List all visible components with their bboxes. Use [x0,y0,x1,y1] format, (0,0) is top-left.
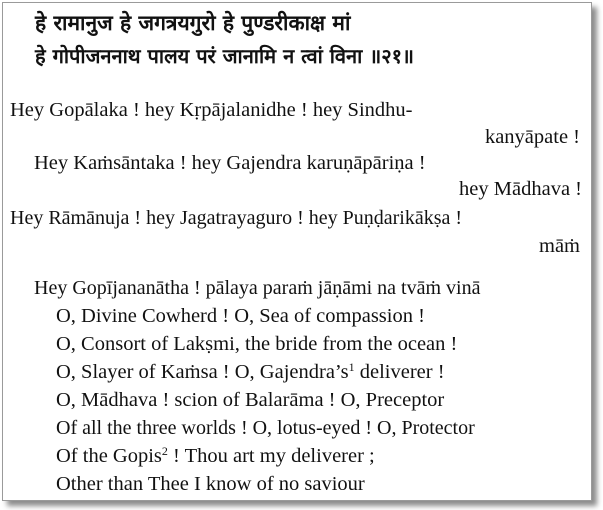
transliteration-line-3-cont: māṁ [539,235,580,257]
translation-line-3 [56,362,445,383]
translation-line-3-tail: deliverer ! [354,361,445,383]
transliteration-line-4: Hey Gopījananātha ! pālaya paraṁ jāṇāmi na tvāṁ vinā [34,277,481,299]
translation-line-6-text: Of the Gopis [56,445,162,467]
footnote-marker-2: 2 [161,444,168,458]
translation-line-6 [56,446,375,467]
transliteration-line-1: Hey Gopālaka ! hey Kṛpājalanidhe ! hey Sindhu- [10,99,413,121]
transliteration-line-2: Hey Kaṁsāntaka ! hey Gajendra karuṇāpāriṇa ! [34,152,426,174]
transliteration-line-2-cont: hey Mādhava ! [459,178,582,200]
transliteration-line-3: Hey Rāmānuja ! hey Jagatrayaguro ! hey Puṇḍarikākṣa ! [10,207,463,229]
translation-line-7: Other than Thee I know of no saviour [56,473,365,495]
sanskrit-line-2: हे गोपीजननाथ पालय परं जानामि न त्वां विना ॥२१॥ [35,44,415,68]
transliteration-line-1-cont: kanyāpate ! [484,126,580,148]
translation-line-6-tail: ! Thou art my deliverer ; [167,445,375,467]
translation-line-4: O, Mādhava ! scion of Balarāma ! O, Preceptor [56,389,445,411]
sanskrit-line-1: हे रामानुज हे जगत्रयगुरो हे पुण्डरीकाक्ष मां [35,11,351,35]
translation-line-3-text: O, Slayer of Kaṁsa ! O, Gajendra’s [56,361,349,383]
translation-line-2: O, Consort of Lakṣmi, the bride from the ocean ! [56,333,458,355]
footnote-marker-1: 1 [348,360,355,374]
translation-line-1: O, Divine Cowherd ! O, Sea of compassion ! [56,305,425,327]
translation-line-5: Of all the three worlds ! O, lotus-eyed ! O, Protector [56,417,475,439]
page-frame [2,2,592,501]
